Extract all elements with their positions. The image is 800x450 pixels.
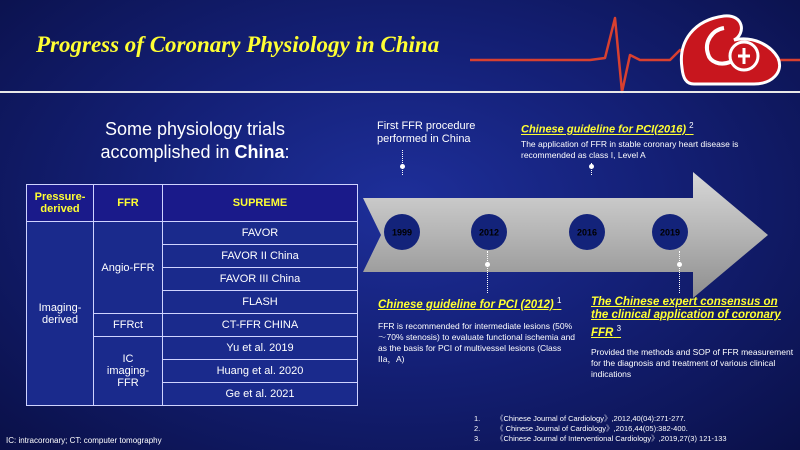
year-marker-2019	[652, 214, 688, 250]
trial-cell: CT-FFR CHINA	[163, 314, 358, 337]
trial-cell: Ge et al. 2021	[163, 383, 358, 406]
leader-line-2019	[679, 251, 680, 293]
table-header-pressure-derived: Pressure-derived	[27, 185, 94, 222]
table-header-supreme: SUPREME	[163, 185, 358, 222]
trial-cell: FAVOR II China	[163, 245, 358, 268]
reference-item: 1. 《Chinese Journal of Cardiology》,2012,40(04):271-277.	[474, 414, 686, 423]
event-2012-body: FFR is recommended for intermediate lesions (50%～70% stenosis) to evaluate functional ischemia and as the basis for PCI of multivessel lesions (Class IIa，A)	[378, 321, 576, 364]
timeline-arrow	[363, 172, 773, 298]
subgroup-angio-ffr: Angio-FFR	[94, 222, 163, 314]
trials-table	[26, 184, 358, 406]
event-2016-title: Chinese guideline for PCI(2016) $^2$	[521, 121, 694, 136]
leader-line-2012	[487, 251, 488, 293]
svg-text:2012: 2012	[478, 227, 500, 238]
trial-cell: FAVOR III China	[163, 268, 358, 291]
references-list	[474, 414, 727, 444]
svg-text:2019: 2019	[659, 227, 681, 238]
event-2019-body: Provided the methods and SOP of FFR measurement for the diagnosis and treatment of various clinical indications	[591, 347, 794, 379]
society-logo-icon	[674, 6, 792, 95]
title-divider	[0, 91, 800, 93]
table-header-ffr: FFR	[94, 185, 163, 222]
event-2016-body: The application of FFR in stable coronary heart disease is recommended as class I, Level A	[521, 139, 739, 160]
trial-cell: FLASH	[163, 291, 358, 314]
reference-item: 2. 《 Chinese Journal of Cardiology》,2016,44(05):382-400.	[474, 424, 688, 433]
leader-line-1999	[402, 150, 403, 175]
year-marker-1999	[384, 214, 420, 250]
year-marker-2012	[471, 214, 507, 250]
row-group-imaging-derived: Imaging-derived	[27, 222, 94, 406]
svg-text:1999: 1999	[391, 227, 413, 238]
page-title: Progress of Coronary Physiology in China	[36, 32, 440, 57]
abbreviation-footnote: IC: intracoronary; CT: computer tomography	[6, 436, 162, 445]
trial-cell: FAVOR	[163, 222, 358, 245]
svg-text:2016: 2016	[576, 227, 598, 238]
leader-line-2016	[591, 163, 592, 175]
trial-cell: Huang et al. 2020	[163, 360, 358, 383]
trial-cell: Yu et al. 2019	[163, 337, 358, 360]
subgroup-ffrct: FFRct	[94, 314, 163, 337]
event-2019-title: The Chinese expert consensus on the clinical application of coronary FFR $^3$	[591, 296, 781, 339]
event-2012-title: Chinese guideline for PCI (2012) $^1$	[378, 296, 562, 311]
event-1999-text: First FFR procedure performed in China	[377, 120, 476, 145]
subgroup-ic-imaging-ffr: IC imaging-FFR	[94, 337, 163, 406]
reference-item: 3. 《Chinese Journal of Interventional Cardiology》,2019,27(3) 121-133	[474, 434, 727, 443]
intro-line1: Some physiology trials	[104, 119, 286, 139]
intro-text	[70, 118, 320, 164]
intro-line2: accomplished in China:	[100, 142, 290, 162]
year-marker-2016	[569, 214, 605, 250]
